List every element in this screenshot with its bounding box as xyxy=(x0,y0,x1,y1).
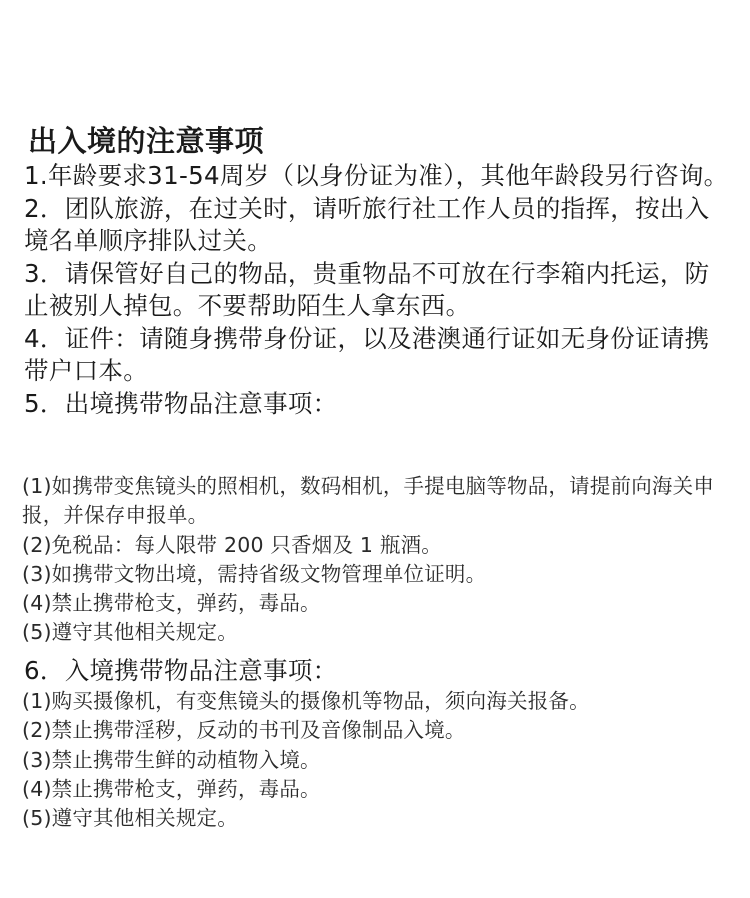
exit-item-prohibited: (4)禁止携带枪支，弹药，毒品。 xyxy=(22,591,321,616)
entry-item-other: (5)遵守其他相关规定。 xyxy=(22,806,238,831)
exit-items-list xyxy=(22,472,734,648)
entry-heading: 6．入境携带物品注意事项： xyxy=(24,656,338,685)
entry-items-list xyxy=(22,655,734,833)
notice-item-belongings: 3．请保管好自己的物品，贵重物品不可放在行李箱内托运，防止被别人掉包。不要帮助陌生人拿东西。 xyxy=(24,258,710,320)
notice-item-group-tour: 2．团队旅游，在过关时，请听旅行社工作人员的指挥，按出入境名单顺序排队过关。 xyxy=(24,193,710,255)
notice-item-age: 1.年龄要求31-54周岁（以身份证为准），其他年龄段另行咨询。 xyxy=(24,161,729,190)
exit-item-camera: (1)如携带变焦镜头的照相机，数码相机，手提电脑等物品，请提前向海关申报，并保存申报单。 xyxy=(22,474,715,528)
exit-item-other: (5)遵守其他相关规定。 xyxy=(22,620,238,645)
entry-item-prohibited: (4)禁止携带枪支，弹药，毒品。 xyxy=(22,776,321,801)
entry-item-camera: (1)购买摄像机，有变焦镜头的摄像机等物品，须向海关报备。 xyxy=(22,689,590,713)
exit-item-relics: (3)如携带文物出境，需持省级文物管理单位证明。 xyxy=(22,561,487,586)
entry-item-fresh: (3)禁止携带生鲜的动植物入境。 xyxy=(22,747,321,772)
page-title: 出入境的注意事项 xyxy=(28,124,265,159)
notice-item-documents: 4．证件：请随身携带身份证，以及港澳通行证如无身份证请携带户口本。 xyxy=(24,323,710,385)
main-notice-list xyxy=(24,160,734,420)
exit-item-duty-free: (2)免税品：每人限带 200 只香烟及 1 瓶酒。 xyxy=(22,532,442,557)
entry-item-publications: (2)禁止携带淫秽，反动的书刊及音像制品入境。 xyxy=(22,718,466,743)
notice-item-exit-heading: 5．出境携带物品注意事项： xyxy=(24,388,338,418)
